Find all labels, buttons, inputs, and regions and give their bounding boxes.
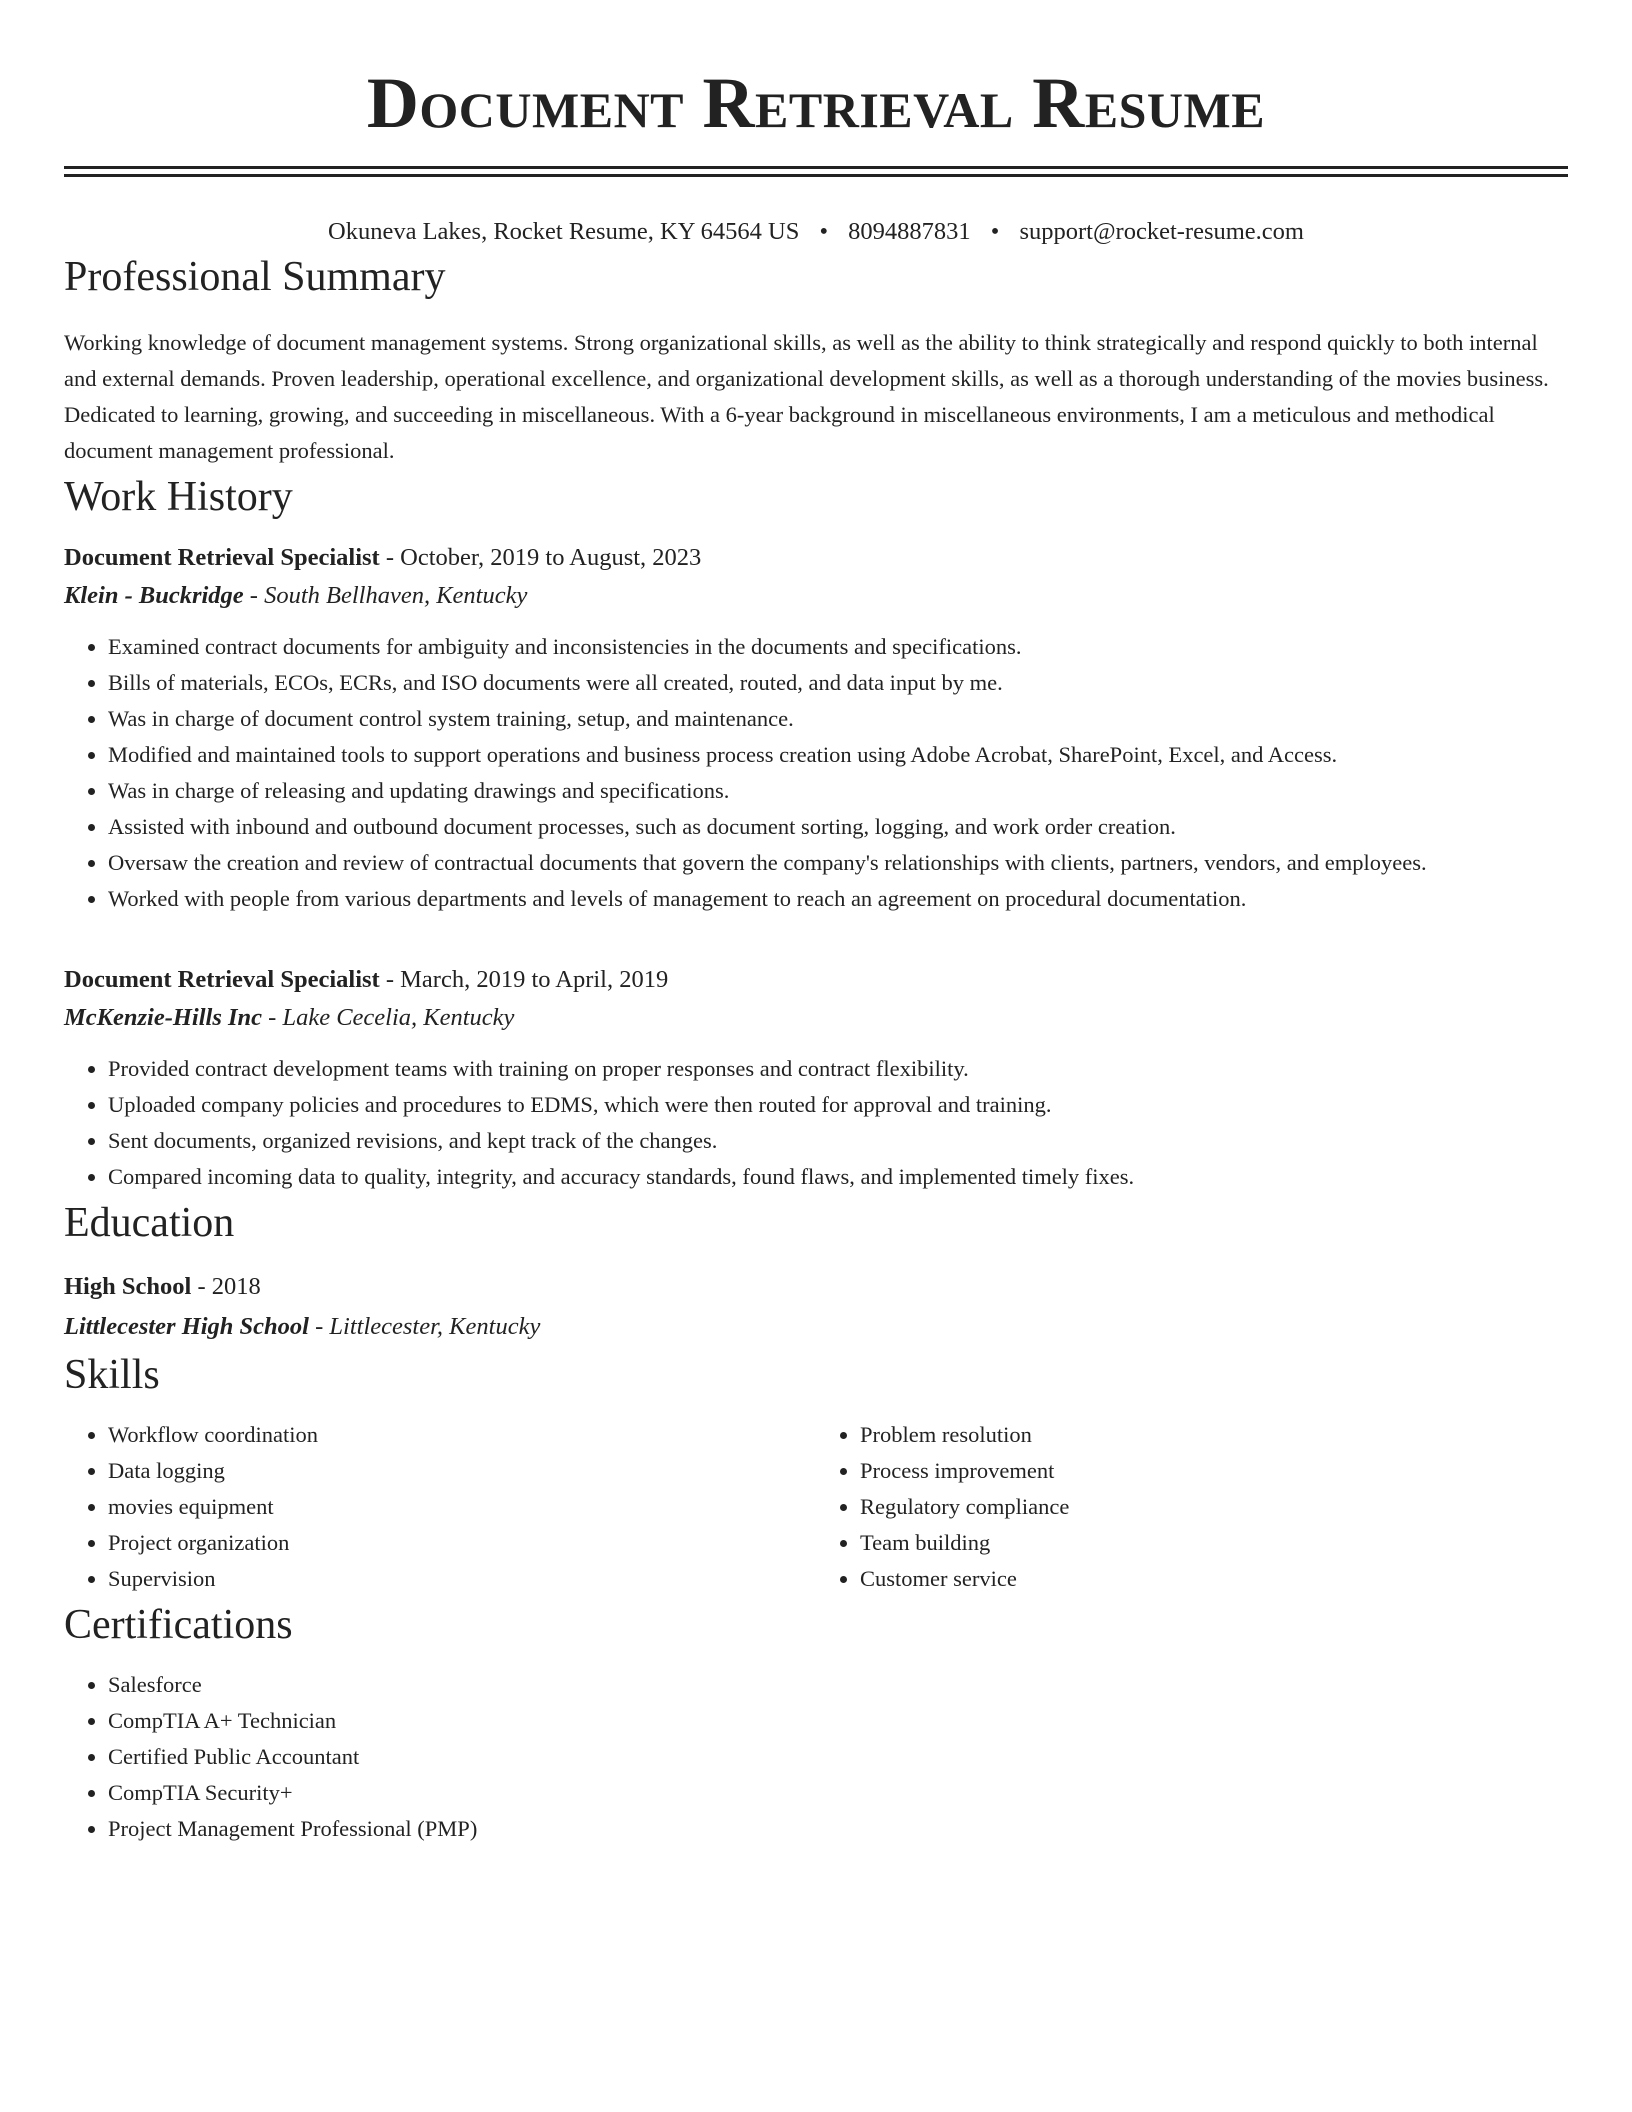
education-entry — [64, 1267, 1568, 1347]
list-item: • CompTIA A+ Technician — [108, 1703, 1568, 1739]
education-location: - Littlecester, Kentucky — [309, 1313, 541, 1340]
list-item: • Provided contract development teams with training on proper responses and contract flexibility. — [108, 1051, 1568, 1087]
contact-separator: • — [819, 218, 829, 245]
list-item: • Workflow coordination — [108, 1417, 816, 1453]
job-title: Document Retrieval Specialist — [64, 966, 380, 993]
summary-text: Working knowledge of document management systems. Strong organizational skills, as well as the ability to think strategically and respond quickly to both internal and external demands. Proven leadership, operational excellence, and organizational development skills, as well as a thorough understanding of the movies business. Dedicated to learning, growing, and succeeding in miscellaneous. With a 6-year background in miscellaneous environments, I am a meticulous and methodical document management professional. — [64, 330, 1549, 463]
list-item: • Examined contract documents for ambiguity and inconsistencies in the documents and specifications. — [108, 629, 1568, 665]
list-item: • Assisted with inbound and outbound document processes, such as document sorting, logging, and work order creation. — [108, 809, 1568, 845]
list-item: • Regulatory compliance — [860, 1489, 1568, 1525]
list-item: • Compared incoming data to quality, integrity, and accuracy standards, found flaws, and implemented timely fixes. — [108, 1159, 1568, 1195]
contact-line — [64, 215, 1568, 249]
list-item: • Salesforce — [108, 1667, 1568, 1703]
education-degree: High School — [64, 1273, 192, 1300]
work-history-heading: Work History — [64, 474, 293, 520]
list-item: • Uploaded company policies and procedures to EDMS, which were then routed for approval and training. — [108, 1087, 1568, 1123]
job-company-line — [64, 577, 1568, 615]
list-item: • Bills of materials, ECOs, ECRs, and ISO documents were all created, routed, and data input by me. — [108, 665, 1568, 701]
certifications-heading: Certifications — [64, 1602, 293, 1648]
contact-phone[interactable]: 8094887831 — [848, 218, 971, 245]
list-item: • Data logging — [108, 1453, 816, 1489]
skills-list-left — [64, 1417, 816, 1597]
list-item: • Oversaw the creation and review of contractual documents that govern the company's relationships with clients, partners, vendors, and employees. — [108, 845, 1568, 881]
summary-heading: Professional Summary — [64, 254, 446, 300]
job-dates: - October, 2019 to August, 2023 — [379, 544, 702, 571]
education-school: Littlecester High School — [64, 1313, 309, 1340]
list-item: • Was in charge of document control system training, setup, and maintenance. — [108, 701, 1568, 737]
list-item: • Customer service — [860, 1561, 1568, 1597]
job-title: Document Retrieval Specialist — [64, 544, 380, 571]
title-double-rule — [64, 166, 1568, 177]
contact-separator: • — [990, 218, 1000, 245]
list-item: • Was in charge of releasing and updating drawings and specifications. — [108, 773, 1568, 809]
contact-address: Okuneva Lakes, Rocket Resume, KY 64564 US — [328, 218, 800, 245]
contact-email[interactable]: support@rocket-resume.com — [1019, 218, 1304, 245]
list-item: • Supervision — [108, 1561, 816, 1597]
job-title-line — [64, 961, 1568, 999]
job-entry-1 — [64, 539, 1568, 917]
list-item: • Project organization — [108, 1525, 816, 1561]
job-location: - Lake Cecelia, Kentucky — [262, 1004, 515, 1031]
job-entry-2 — [64, 961, 1568, 1195]
job-company: Klein - Buckridge — [64, 582, 244, 609]
resume-title: Document Retrieval Resume — [366, 63, 1266, 143]
list-item: • Certified Public Accountant — [108, 1739, 1568, 1775]
list-item: • Problem resolution — [860, 1417, 1568, 1453]
list-item: • Process improvement — [860, 1453, 1568, 1489]
list-item: • movies equipment — [108, 1489, 816, 1525]
job-dates: - March, 2019 to April, 2019 — [379, 966, 669, 993]
job-duties-list — [64, 1051, 1568, 1195]
skills-columns — [64, 1417, 1568, 1597]
list-item: • Sent documents, organized revisions, and kept track of the changes. — [108, 1123, 1568, 1159]
education-year: - 2018 — [191, 1273, 261, 1300]
certifications-list — [64, 1667, 1568, 1847]
education-heading: Education — [64, 1200, 235, 1246]
education-school-line — [64, 1307, 1568, 1347]
list-item: • CompTIA Security+ — [108, 1775, 1568, 1811]
list-item: • Team building — [860, 1525, 1568, 1561]
job-company: McKenzie-Hills Inc — [64, 1004, 263, 1031]
list-item: • Project Management Professional (PMP) — [108, 1811, 1568, 1847]
skills-list-right — [816, 1417, 1568, 1597]
job-title-line — [64, 539, 1568, 577]
job-location: - South Bellhaven, Kentucky — [243, 582, 528, 609]
job-duties-list — [64, 629, 1568, 917]
list-item: • Worked with people from various departments and levels of management to reach an agreement on procedural documentation. — [108, 881, 1568, 917]
education-degree-line — [64, 1267, 1568, 1307]
list-item: • Modified and maintained tools to support operations and business process creation using Adobe Acrobat, SharePoint, Excel, and Access. — [108, 737, 1568, 773]
job-company-line — [64, 999, 1568, 1037]
skills-heading: Skills — [64, 1352, 160, 1398]
